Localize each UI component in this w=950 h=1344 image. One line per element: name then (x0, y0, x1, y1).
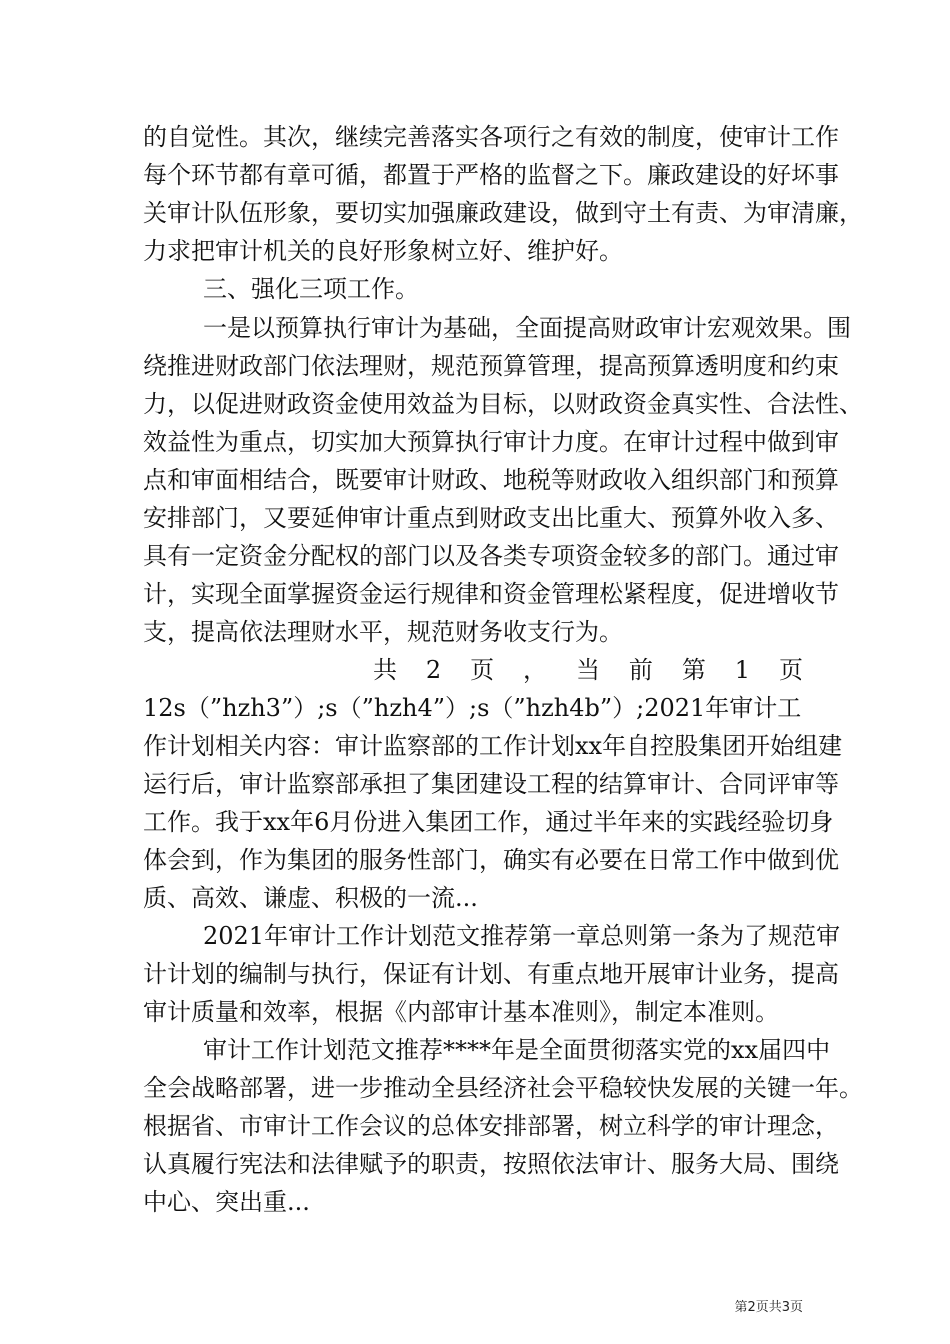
text-line: 效益性为重点，切实加大预算执行审计力度。在审计过程中做到审 (143, 428, 839, 456)
text-line: 的自觉性。其次，继续完善落实各项行之有效的制度，使审计工作 (143, 123, 839, 151)
text-line: 一是以预算执行审计为基础，全面提高财政审计宏观效果。围 (203, 314, 851, 342)
text-line: 力，以促进财政资金使用效益为目标，以财政资金真实性、合法性、 (143, 390, 863, 418)
text-line: 全会战略部署，进一步推动全县经济社会平稳较快发展的关键一年。 (143, 1074, 863, 1102)
text-line: 每个环节都有章可循，都置于严格的监督之下。廉政建设的好坏事 (143, 161, 839, 189)
text-line: 认真履行宪法和法律赋予的职责，按照依法审计、服务大局、围绕 (143, 1150, 839, 1178)
page-indicator-char: 共 (373, 656, 397, 684)
text-line: 作计划相关内容：审计监察部的工作计划xx年自控股集团开始组建 (143, 732, 843, 760)
text-line: 审计质量和效率，根据《内部审计基本准则》，制定本准则。 (143, 998, 779, 1026)
page-indicator-char: 1 (734, 656, 751, 684)
page-indicator-char: ， (523, 656, 548, 684)
page-indicator-char: 前 (628, 656, 653, 684)
text-line: 支，提高依法理财水平，规范财务收支行为。 (143, 618, 623, 646)
text-line: 运行后，审计监察部承担了集团建设工程的结算审计、合同评审等 (143, 770, 839, 798)
text-line: 质、高效、谦虚、积极的一流... (143, 884, 478, 912)
section-heading: 三、强化三项工作。 (203, 275, 419, 303)
page-indicator-char: 页 (778, 656, 803, 684)
text-line: 2021年审计工作计划范文推荐第一章总则第一条为了规范审 (203, 922, 841, 950)
text-line: 12s（”hzh3”）;s（”hzh4”）;s（”hzh4b”）;2021年审计工 (143, 694, 802, 722)
text-line: 具有一定资金分配权的部门以及各类专项资金较多的部门。通过审 (143, 542, 839, 570)
text-line: 体会到，作为集团的服务性部门，确实有必要在日常工作中做到优 (143, 846, 839, 874)
text-line: 关审计队伍形象，要切实加强廉政建设，做到守土有责、为审清廉， (143, 199, 863, 227)
text-line: 绕推进财政部门依法理财，规范预算管理，提高预算透明度和约束 (143, 352, 839, 380)
text-line: 中心、突出重... (143, 1188, 310, 1216)
page-indicator (373, 651, 803, 689)
text-line: 点和审面相结合，既要审计财政、地税等财政收入组织部门和预算 (143, 466, 839, 494)
page-indicator-char: 第 (681, 656, 706, 684)
text-line: 审计工作计划范文推荐****年是全面贯彻落实党的xx届四中 (203, 1036, 831, 1064)
text-line: 计，实现全面掌握资金运行规律和资金管理松紧程度，促进增收节 (143, 580, 839, 608)
text-line: 力求把审计机关的良好形象树立好、维护好。 (143, 237, 623, 265)
text-line: 根据省、市审计工作会议的总体安排部署，树立科学的审计理念， (143, 1112, 839, 1140)
text-line: 工作。我于xx年6月份进入集团工作，通过半年来的实践经验切身 (143, 808, 834, 836)
text-line: 计计划的编制与执行，保证有计划、有重点地开展审计业务，提高 (143, 960, 839, 988)
page-indicator-char: 2 (425, 656, 442, 684)
page-indicator-char: 当 (575, 656, 600, 684)
text-line: 安排部门，又要延伸审计重点到财政支出比重大、预算外收入多、 (143, 504, 839, 532)
page-footer: 第2页共3页 (734, 1300, 803, 1315)
page-indicator-char: 页 (470, 656, 495, 684)
